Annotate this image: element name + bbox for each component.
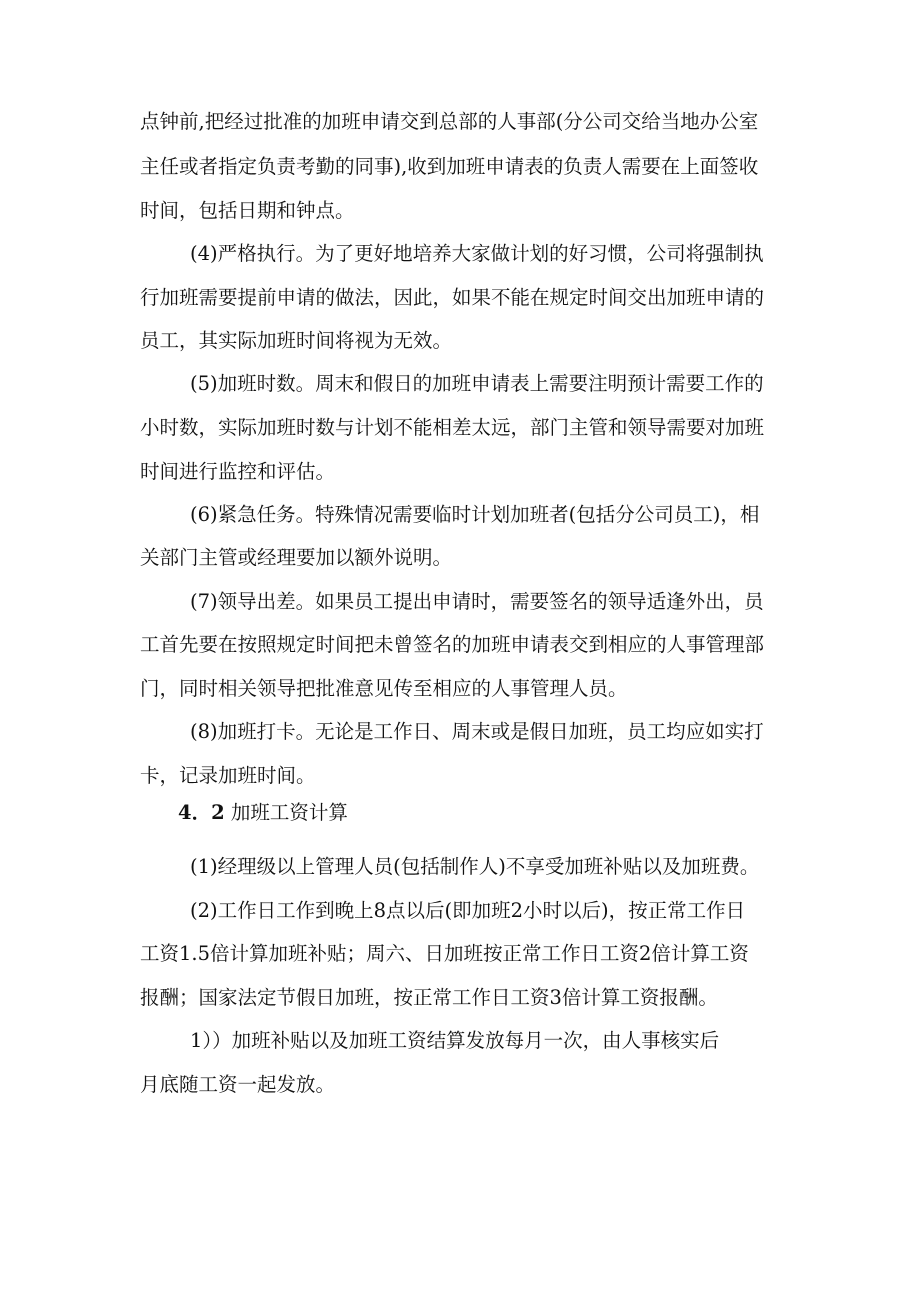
text-line: (5)加班时数。周末和假日的加班申请表上需要注明预计需要工作的 — [190, 372, 764, 395]
text-line: 点钟前,把经过批准的加班申请交到总部的人事部(分公司交给当地办公室 — [140, 110, 759, 133]
text-line: (8)加班打卡。无论是工作日、周末或是假日加班，员工均应如实打 — [190, 720, 764, 743]
text-line: 报酬；国家法定节假日加班，按正常工作日工资3倍计算工资报酬。 — [140, 986, 718, 1009]
text-line: 工资1.5倍计算加班补贴；周六、日加班按正常工作日工资2倍计算工资 — [140, 942, 749, 965]
text-line: 工首先要在按照规定时间把未曾签名的加班申请表交到相应的人事管理部 — [140, 633, 765, 656]
text-line: 月底随工资一起发放。 — [140, 1073, 336, 1096]
text-line: 员工，其实际加班时间将视为无效。 — [140, 329, 453, 352]
text-line: 主任或者指定负责考勤的同事),收到加班申请表的负责人需要在上面签收 — [140, 155, 759, 178]
section-heading — [178, 798, 348, 828]
text-line: (1)经理级以上管理人员(包括制作人)不享受加班补贴以及加班费。 — [190, 855, 760, 878]
text-line: 关部门主管或经理要加以额外说明。 — [140, 546, 453, 569]
section-title: 加班工资计算 — [230, 801, 348, 824]
text-line: 门，同时相关领导把批准意见传至相应的人事管理人员。 — [140, 677, 628, 700]
text-line: 时间进行监控和评估。 — [140, 460, 336, 483]
text-line: (4)严格执行。为了更好地培养大家做计划的好习惯，公司将强制执 — [190, 242, 764, 265]
text-line: 1））加班补贴以及加班工资结算发放每月一次，由人事核实后 — [190, 1029, 720, 1052]
text-line: (2)工作日工作到晚上8点以后(即加班2小时以后)，按正常工作日 — [190, 899, 746, 922]
text-line: (6)紧急任务。特殊情况需要临时计划加班者(包括分公司员工)，相 — [190, 503, 760, 526]
text-line: 时间，包括日期和钟点。 — [140, 199, 355, 222]
text-line: 小时数，实际加班时数与计划不能相差太远，部门主管和领导需要对加班 — [140, 416, 765, 439]
text-line: (7)领导出差。如果员工提出申请时，需要签名的领导适逢外出，员 — [190, 590, 764, 613]
text-line: 卡，记录加班时间。 — [140, 764, 316, 787]
section-number: 4．2 — [178, 801, 225, 824]
text-line: 行加班需要提前申请的做法，因此，如果不能在规定时间交出加班申请的 — [140, 286, 765, 309]
